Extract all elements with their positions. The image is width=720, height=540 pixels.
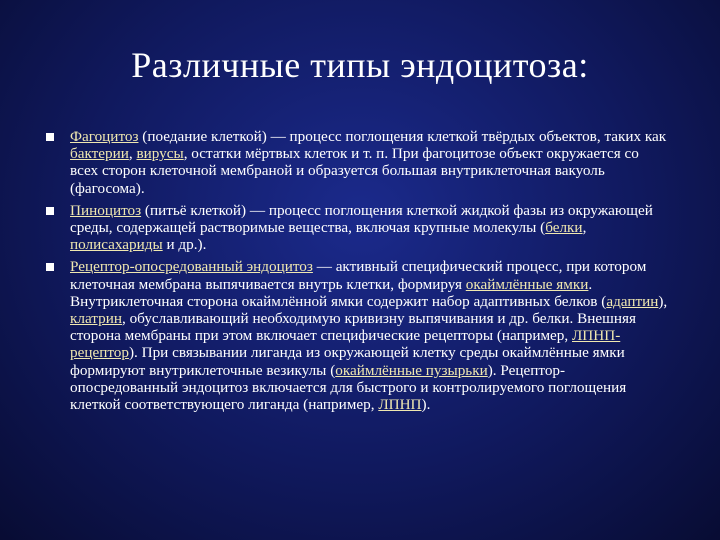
list-item-text [70, 202, 653, 253]
slide-title: Различные типы эндоцитоза: [131, 45, 589, 85]
hyperlink[interactable]: Рецептор-опосредованный эндоцитоз [70, 258, 313, 276]
body-text: , обуславливающий необходимую кривизну выпячивания и др. белки. Внешняя сторона мембраны при этом включает специфические рецепторы (например, [70, 310, 636, 345]
bullet-list [46, 128, 668, 418]
body-text: , [582, 219, 587, 237]
body-text: (питьё клеткой) — процесс поглощения клеткой жидкой фазы из окружающей среды, содержащей растворимые вещества, включая крупные молекулы ( [70, 201, 653, 237]
hyperlink[interactable]: Пиноцитоз [70, 201, 142, 219]
hyperlink[interactable]: окаймлённые ямки [465, 275, 589, 293]
hyperlink[interactable]: полисахариды [70, 236, 163, 254]
square-bullet-icon [46, 133, 54, 141]
list-item [46, 202, 668, 254]
list-item-text [70, 258, 667, 413]
body-text: и др.). [162, 236, 207, 254]
hyperlink[interactable]: ЛПНП-рецептор [70, 327, 621, 362]
hyperlink[interactable]: Фагоцитоз [70, 128, 139, 145]
square-bullet-icon [46, 263, 54, 271]
hyperlink[interactable]: ЛПНП [378, 396, 422, 414]
body-text: ). Рецептор-опосредованный эндоцитоз включается для быстрого и контролируемого поглощения клеткой соответствующего лиганда (например, [70, 361, 627, 414]
body-text: , [128, 145, 137, 163]
list-item [46, 128, 668, 197]
body-text: . Внутриклеточная сторона окаймлённой ямки содержит набор адаптивных белков ( [70, 275, 607, 310]
body-text: ). При связывании лиганда из окружающей клетку среды окаймлённые ямки формируют внутриклеточные везикулы ( [70, 344, 625, 379]
hyperlink[interactable]: вирусы [136, 145, 184, 163]
hyperlink[interactable]: клатрин [70, 310, 122, 328]
hyperlink[interactable]: адаптин [606, 292, 659, 310]
list-item [46, 258, 668, 413]
list-item-text [70, 128, 666, 197]
body-text: — активный специфический процесс, при котором клеточная мембрана выпячивается внутрь клетки, формируя [70, 258, 647, 293]
body-text: ), [658, 292, 668, 310]
body-text: (поедание клеткой) — процесс поглощения клеткой твёрдых объектов, таких как [138, 128, 667, 145]
hyperlink[interactable]: белки [545, 219, 583, 237]
body-text: , остатки мёртвых клеток и т. п. При фагоцитозе объект окружается со всех сторон клеточной мембраной и образуется большая внутриклеточная вакуоль (фагосома). [70, 145, 639, 197]
hyperlink[interactable]: окаймлённые пузырьки [335, 361, 488, 379]
hyperlink[interactable]: бактерии [70, 145, 129, 163]
body-text: ). [421, 396, 431, 414]
square-bullet-icon [46, 207, 54, 215]
